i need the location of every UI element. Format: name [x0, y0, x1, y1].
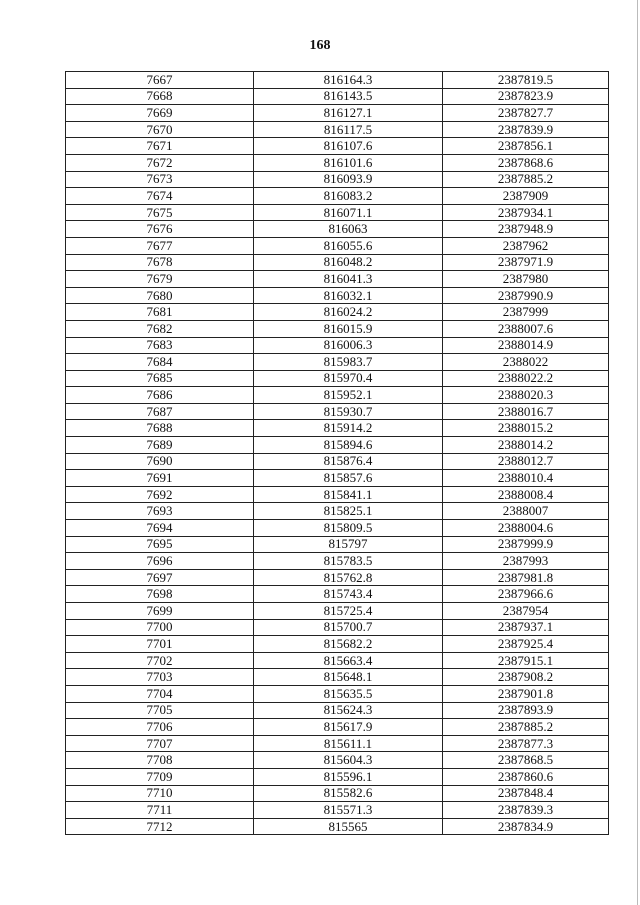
- y-coordinate-cell: 2387990.9: [443, 287, 609, 304]
- y-coordinate-cell: 2387948.9: [443, 221, 609, 238]
- y-coordinate-cell: 2387834.9: [443, 818, 609, 835]
- y-coordinate-cell: 2387839.9: [443, 121, 609, 138]
- y-coordinate-cell: 2387925.4: [443, 636, 609, 653]
- table-row: [66, 669, 609, 686]
- point-number-cell: 7684: [66, 354, 254, 371]
- point-number-cell: 7702: [66, 652, 254, 669]
- table-row: [66, 287, 609, 304]
- table-row: [66, 685, 609, 702]
- y-coordinate-cell: 2387827.7: [443, 105, 609, 122]
- x-coordinate-cell: 815624.3: [254, 702, 443, 719]
- table-row: [66, 304, 609, 321]
- x-coordinate-cell: 816093.9: [254, 171, 443, 188]
- table-row: [66, 818, 609, 835]
- point-number-cell: 7694: [66, 520, 254, 537]
- point-number-cell: 7681: [66, 304, 254, 321]
- y-coordinate-cell: 2387868.5: [443, 752, 609, 769]
- table-row: [66, 437, 609, 454]
- x-coordinate-cell: 816143.5: [254, 88, 443, 105]
- point-number-cell: 7691: [66, 470, 254, 487]
- table-row: [66, 619, 609, 636]
- y-coordinate-cell: 2387999.9: [443, 536, 609, 553]
- y-coordinate-cell: 2387823.9: [443, 88, 609, 105]
- point-number-cell: 7692: [66, 486, 254, 503]
- table-row: [66, 354, 609, 371]
- y-coordinate-cell: 2388012.7: [443, 453, 609, 470]
- point-number-cell: 7706: [66, 719, 254, 736]
- x-coordinate-cell: 816117.5: [254, 121, 443, 138]
- point-number-cell: 7697: [66, 569, 254, 586]
- y-coordinate-cell: 2387937.1: [443, 619, 609, 636]
- x-coordinate-cell: 816015.9: [254, 320, 443, 337]
- y-coordinate-cell: 2387981.8: [443, 569, 609, 586]
- point-number-cell: 7695: [66, 536, 254, 553]
- x-coordinate-cell: 815635.5: [254, 685, 443, 702]
- point-number-cell: 7707: [66, 735, 254, 752]
- x-coordinate-cell: 816164.3: [254, 72, 443, 89]
- x-coordinate-cell: 816107.6: [254, 138, 443, 155]
- y-coordinate-cell: 2387893.9: [443, 702, 609, 719]
- y-coordinate-cell: 2387909: [443, 188, 609, 205]
- table-row: [66, 204, 609, 221]
- point-number-cell: 7709: [66, 768, 254, 785]
- point-number-cell: 7670: [66, 121, 254, 138]
- point-number-cell: 7686: [66, 387, 254, 404]
- y-coordinate-cell: 2387993: [443, 553, 609, 570]
- x-coordinate-cell: 816063: [254, 221, 443, 238]
- point-number-cell: 7693: [66, 503, 254, 520]
- page-number: 168: [309, 38, 331, 53]
- y-coordinate-cell: 2387901.8: [443, 685, 609, 702]
- table-row: [66, 221, 609, 238]
- y-coordinate-cell: 2388022: [443, 354, 609, 371]
- point-number-cell: 7685: [66, 370, 254, 387]
- table-row: [66, 719, 609, 736]
- y-coordinate-cell: 2388014.2: [443, 437, 609, 454]
- x-coordinate-cell: 816127.1: [254, 105, 443, 122]
- y-coordinate-cell: 2387954: [443, 603, 609, 620]
- point-number-cell: 7682: [66, 320, 254, 337]
- x-coordinate-cell: 815857.6: [254, 470, 443, 487]
- point-number-cell: 7700: [66, 619, 254, 636]
- y-coordinate-cell: 2388020.3: [443, 387, 609, 404]
- x-coordinate-cell: 815952.1: [254, 387, 443, 404]
- table-row: [66, 370, 609, 387]
- table-body: [66, 72, 609, 835]
- point-number-cell: 7677: [66, 237, 254, 254]
- x-coordinate-cell: 815783.5: [254, 553, 443, 570]
- point-number-cell: 7687: [66, 403, 254, 420]
- point-number-cell: 7689: [66, 437, 254, 454]
- y-coordinate-cell: 2388015.2: [443, 420, 609, 437]
- table-row: [66, 154, 609, 171]
- point-number-cell: 7703: [66, 669, 254, 686]
- x-coordinate-cell: 815841.1: [254, 486, 443, 503]
- x-coordinate-cell: 815930.7: [254, 403, 443, 420]
- point-number-cell: 7712: [66, 818, 254, 835]
- y-coordinate-cell: 2387856.1: [443, 138, 609, 155]
- table-row: [66, 254, 609, 271]
- table-row: [66, 603, 609, 620]
- x-coordinate-cell: 815725.4: [254, 603, 443, 620]
- x-coordinate-cell: 815797: [254, 536, 443, 553]
- x-coordinate-cell: 815611.1: [254, 735, 443, 752]
- x-coordinate-cell: 815596.1: [254, 768, 443, 785]
- table-row: [66, 702, 609, 719]
- x-coordinate-cell: 816048.2: [254, 254, 443, 271]
- page-edge: [637, 0, 638, 905]
- y-coordinate-cell: 2387839.3: [443, 802, 609, 819]
- x-coordinate-cell: 816071.1: [254, 204, 443, 221]
- y-coordinate-cell: 2387962: [443, 237, 609, 254]
- x-coordinate-cell: 815617.9: [254, 719, 443, 736]
- table-row: [66, 138, 609, 155]
- point-number-cell: 7676: [66, 221, 254, 238]
- point-number-cell: 7673: [66, 171, 254, 188]
- point-number-cell: 7690: [66, 453, 254, 470]
- table-row: [66, 802, 609, 819]
- table-row: [66, 387, 609, 404]
- y-coordinate-cell: 2387999: [443, 304, 609, 321]
- y-coordinate-cell: 2387885.2: [443, 719, 609, 736]
- table-row: [66, 652, 609, 669]
- x-coordinate-cell: 816024.2: [254, 304, 443, 321]
- point-number-cell: 7680: [66, 287, 254, 304]
- y-coordinate-cell: 2387819.5: [443, 72, 609, 89]
- x-coordinate-cell: 816032.1: [254, 287, 443, 304]
- point-number-cell: 7701: [66, 636, 254, 653]
- x-coordinate-cell: 815743.4: [254, 586, 443, 603]
- x-coordinate-cell: 815809.5: [254, 520, 443, 537]
- point-number-cell: 7678: [66, 254, 254, 271]
- y-coordinate-cell: 2387848.4: [443, 785, 609, 802]
- point-number-cell: 7679: [66, 271, 254, 288]
- point-number-cell: 7688: [66, 420, 254, 437]
- point-number-cell: 7675: [66, 204, 254, 221]
- point-number-cell: 7672: [66, 154, 254, 171]
- x-coordinate-cell: 816055.6: [254, 237, 443, 254]
- table-row: [66, 88, 609, 105]
- x-coordinate-cell: 815894.6: [254, 437, 443, 454]
- table-row: [66, 636, 609, 653]
- table-row: [66, 569, 609, 586]
- table-row: [66, 188, 609, 205]
- x-coordinate-cell: 815983.7: [254, 354, 443, 371]
- table-row: [66, 586, 609, 603]
- table-row: [66, 105, 609, 122]
- y-coordinate-cell: 2387860.6: [443, 768, 609, 785]
- point-number-cell: 7669: [66, 105, 254, 122]
- table-row: [66, 271, 609, 288]
- table-row: [66, 403, 609, 420]
- table-row: [66, 520, 609, 537]
- table-row: [66, 320, 609, 337]
- table-row: [66, 503, 609, 520]
- table-row: [66, 453, 609, 470]
- y-coordinate-cell: 2387908.2: [443, 669, 609, 686]
- table-row: [66, 735, 609, 752]
- table-row: [66, 171, 609, 188]
- table-row: [66, 752, 609, 769]
- x-coordinate-cell: 815762.8: [254, 569, 443, 586]
- point-number-cell: 7704: [66, 685, 254, 702]
- y-coordinate-cell: 2388008.4: [443, 486, 609, 503]
- table-row: [66, 337, 609, 354]
- y-coordinate-cell: 2387885.2: [443, 171, 609, 188]
- point-number-cell: 7674: [66, 188, 254, 205]
- x-coordinate-cell: 815682.2: [254, 636, 443, 653]
- y-coordinate-cell: 2387868.6: [443, 154, 609, 171]
- point-number-cell: 7667: [66, 72, 254, 89]
- y-coordinate-cell: 2387877.3: [443, 735, 609, 752]
- x-coordinate-cell: 815565: [254, 818, 443, 835]
- y-coordinate-cell: 2387915.1: [443, 652, 609, 669]
- y-coordinate-cell: 2387971.9: [443, 254, 609, 271]
- point-number-cell: 7710: [66, 785, 254, 802]
- y-coordinate-cell: 2387934.1: [443, 204, 609, 221]
- x-coordinate-cell: 815970.4: [254, 370, 443, 387]
- x-coordinate-cell: 815700.7: [254, 619, 443, 636]
- y-coordinate-cell: 2388014.9: [443, 337, 609, 354]
- table-row: [66, 536, 609, 553]
- x-coordinate-cell: 815571.3: [254, 802, 443, 819]
- table-row: [66, 470, 609, 487]
- point-number-cell: 7708: [66, 752, 254, 769]
- point-number-cell: 7683: [66, 337, 254, 354]
- coordinates-table: [65, 71, 609, 835]
- point-number-cell: 7668: [66, 88, 254, 105]
- y-coordinate-cell: 2388004.6: [443, 520, 609, 537]
- y-coordinate-cell: 2387980: [443, 271, 609, 288]
- table-row: [66, 121, 609, 138]
- table-row: [66, 420, 609, 437]
- point-number-cell: 7705: [66, 702, 254, 719]
- table-row: [66, 553, 609, 570]
- x-coordinate-cell: 815663.4: [254, 652, 443, 669]
- x-coordinate-cell: 816101.6: [254, 154, 443, 171]
- y-coordinate-cell: 2388022.2: [443, 370, 609, 387]
- x-coordinate-cell: 816006.3: [254, 337, 443, 354]
- table-row: [66, 486, 609, 503]
- y-coordinate-cell: 2388010.4: [443, 470, 609, 487]
- x-coordinate-cell: 815582.6: [254, 785, 443, 802]
- point-number-cell: 7699: [66, 603, 254, 620]
- x-coordinate-cell: 816041.3: [254, 271, 443, 288]
- y-coordinate-cell: 2388007: [443, 503, 609, 520]
- point-number-cell: 7696: [66, 553, 254, 570]
- x-coordinate-cell: 815876.4: [254, 453, 443, 470]
- x-coordinate-cell: 816083.2: [254, 188, 443, 205]
- x-coordinate-cell: 815914.2: [254, 420, 443, 437]
- y-coordinate-cell: 2388016.7: [443, 403, 609, 420]
- y-coordinate-cell: 2387966.6: [443, 586, 609, 603]
- table-row: [66, 237, 609, 254]
- table-row: [66, 785, 609, 802]
- point-number-cell: 7711: [66, 802, 254, 819]
- table-row: [66, 768, 609, 785]
- x-coordinate-cell: 815604.3: [254, 752, 443, 769]
- table-row: [66, 72, 609, 89]
- y-coordinate-cell: 2388007.6: [443, 320, 609, 337]
- point-number-cell: 7671: [66, 138, 254, 155]
- x-coordinate-cell: 815648.1: [254, 669, 443, 686]
- x-coordinate-cell: 815825.1: [254, 503, 443, 520]
- point-number-cell: 7698: [66, 586, 254, 603]
